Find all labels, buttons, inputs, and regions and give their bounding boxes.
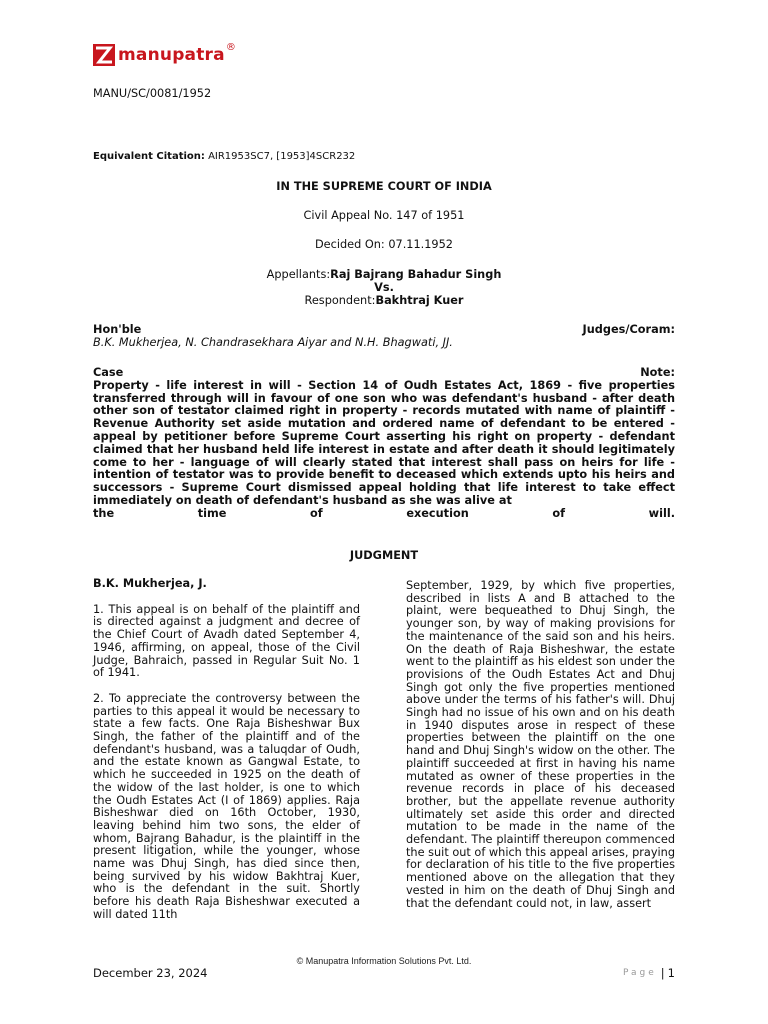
paragraph-2: 2. To appreciate the controversy between the parties to this appeal it would be necessary to state a few facts. One Raja Bisheshwar Bux Singh, the father of the plaintiff and of the defendant's husband, was a taluqdar of Oudh, and the estate known as Gangwal Estate, to which he succeeded in 1925 on the death of the widow of the last holder, is one to which the Oudh Estates Act (I of 1869) applies. Raja Bisheshwar died on 16th October, 1930, leaving behind him two sons, the elder of whom, Bajrang Bahadur, is the plaintiff in the present litigation, while the younger, whose name was Dhuj Singh, has died since then, being survived by his widow Bakhtraj Kuer, who is the defendant in the suit. Shortly before his death Raja Bisheshwar executed a will dated 11th: [93, 691, 360, 921]
equivalent-citation-value: AIR1953SC7, [1953]4SCR232: [204, 151, 356, 162]
bench: [93, 323, 675, 349]
registered-mark: ®: [225, 41, 236, 53]
equivalent-citation-label: Equivalent Citation:: [93, 151, 205, 162]
case-note-label-left: Case: [93, 366, 124, 379]
footer-date: December 23, 2024: [93, 966, 208, 980]
judgment-heading: JUDGMENT: [349, 549, 419, 562]
respondent-name: Bakhtraj Kuer: [375, 294, 464, 307]
bench-label-left: Hon'ble: [93, 323, 142, 336]
appellants-line: [93, 268, 675, 281]
case-note-last-line: the time of execution of will.: [93, 506, 675, 520]
judgment-left-column: [93, 578, 360, 935]
decided-date: Decided On: 07.11.1952: [314, 238, 453, 251]
manupatra-mark-icon: [93, 44, 115, 66]
parties: [93, 268, 675, 307]
respondent-line: [93, 294, 675, 307]
case-note: [93, 367, 675, 521]
footer-copyright: © Manupatra Information Solutions Pvt. Ltd.: [296, 956, 472, 966]
judge-name: B.K. Mukherjea, J.: [93, 577, 207, 590]
appellants-name: Raj Bajrang Bahadur Singh: [330, 268, 502, 281]
footer-page-number: [623, 966, 675, 980]
appellants-label: Appellants:: [266, 268, 331, 281]
paragraph-1: 1. This appeal is on behalf of the plaintiff and is directed against a judgment and decree of the Chief Court of Avadh dated September 4, 1946, affirming, on appeal, those of the Civil Judge, Bahraich, passed in Regular Suit No. 1 of 1941.: [93, 602, 360, 680]
case-note-label-right: Note:: [640, 366, 675, 379]
case-note-body: Property - life interest in will - Section 14 of Oudh Estates Act, 1869 - five properties transferred through will in favour of one son who was defendant's husband - after death other son of testator claimed right in property - records mutated with name of plaintiff - Revenue Authority set aside mutation and ordered name of defendant to be entered - appeal by petitioner before Supreme Court asserting his right on property - defendant claimed that her husband held life interest in estate and after death it should legitimately come to her - language of will clearly stated that interest shall pass on heirs for life - intention of testator was to provide benefit to deceased which extends upto his heirs and successors - Supreme Court dismissed appeal holding that life interest to take effect immediately on death of defendant's husband as she was alive at: [93, 378, 675, 507]
page-number: 1: [667, 966, 675, 980]
paragraph-2-continued: September, 1929, by which five properties, described in lists A and B attached to the plaint, were bequeathed to Dhuj Singh, the younger son, by way of making provisions for the maintenance of the said son and his heirs. On the death of Raja Bisheshwar, the estate went to the plaintiff as his eldest son under the provisions of the Oudh Estates Act and Dhuj Singh got only the five properties mentioned above under the terms of his father's will. Dhuj Singh had no issue of his own and on his death in 1940 disputes arose in respect of these properties between the plaintiff on the one hand and Dhuj Singh's widow on the other. The plaintiff succeeded at first in having his name mutated as owner of these properties in the revenue records in place of his deceased brother, but the appellate revenue authority ultimately set aside this order and directed mutation to be made in the name of the defendant. The plaintiff thereupon commenced the suit out of which this appeal arises, praying for declaration of his title to the five properties mentioned above on the allegation that they vested in him on the death of Dhuj Singh and that the defendant could not, in law, assert: [406, 579, 675, 910]
versus: Vs.: [374, 281, 394, 294]
respondent-label: Respondent:: [304, 294, 376, 307]
equivalent-citation: [93, 151, 355, 162]
judges-list: B.K. Mukherjea, N. Chandrasekhara Aiyar and N.H. Bhagwati, JJ.: [93, 336, 453, 349]
bench-label-right: Judges/Coram:: [582, 323, 675, 336]
page-word: Page: [623, 968, 657, 978]
appeal-number: Civil Appeal No. 147 of 1951: [303, 209, 465, 222]
document-id: MANU/SC/0081/1952: [93, 87, 212, 100]
brand-name: manupatra: [118, 45, 225, 65]
judgment-right-column: [406, 580, 675, 923]
page-separator: |: [660, 966, 665, 980]
manupatra-logo: [93, 41, 236, 66]
court-name: IN THE SUPREME COURT OF INDIA: [276, 180, 492, 193]
